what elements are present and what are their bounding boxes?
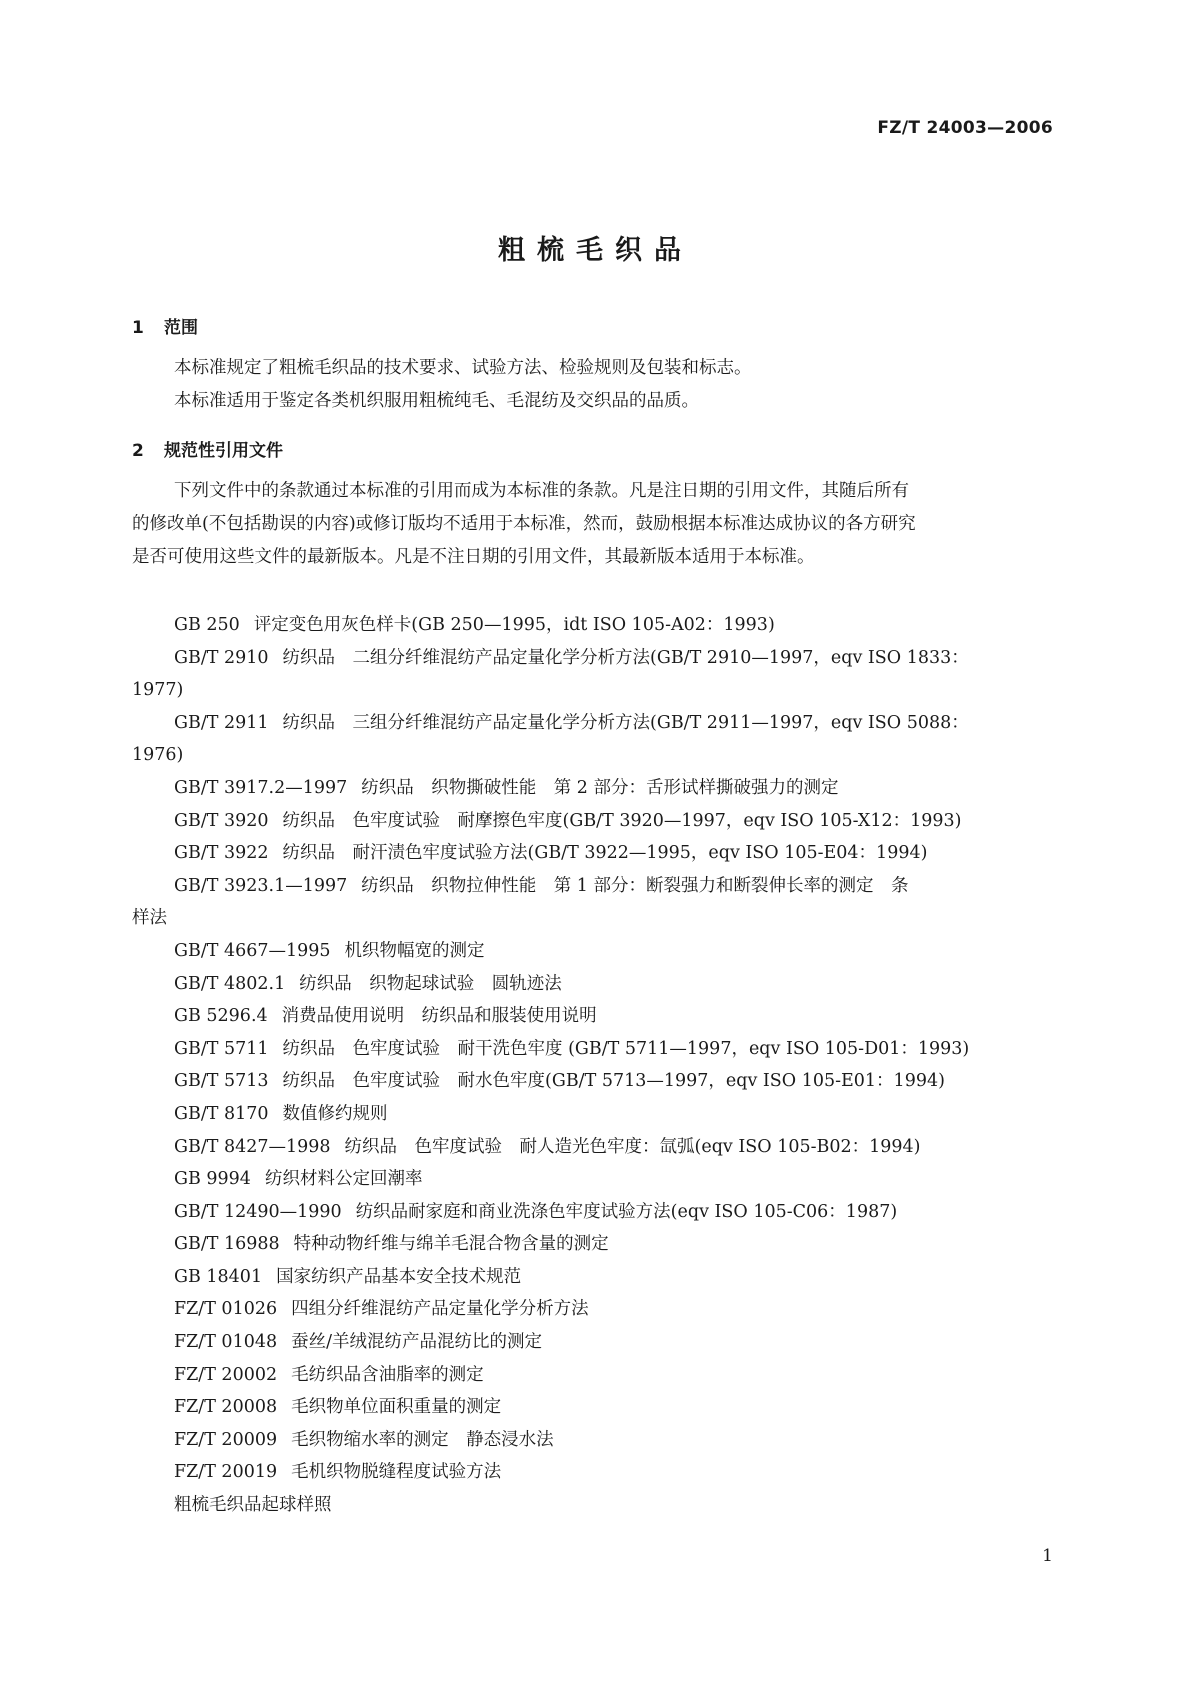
reference-code: GB/T 4667—1995 <box>174 940 331 961</box>
reference-code: FZ/T 20002 <box>174 1364 278 1385</box>
reference-title: 纺织材料公定回潮率 <box>264 1169 423 1190</box>
reference-item <box>132 1326 1054 1359</box>
section-1-body <box>132 352 1054 418</box>
reference-code: GB/T 12490—1990 <box>174 1201 342 1222</box>
reference-item <box>132 935 1054 968</box>
reference-title: 粗梳毛织品起球样照 <box>174 1495 332 1516</box>
reference-code: GB/T 2911 <box>174 712 269 733</box>
reference-title: 纺织品 色牢度试验 耐水色牢度(GB/T 5713—1997，eqv ISO 105-E01：1994) <box>282 1071 945 1092</box>
reference-item <box>132 1000 1054 1033</box>
reference-item <box>132 1489 1054 1522</box>
reference-title: 纺织品 织物起球试验 圆轨迹法 <box>299 973 562 994</box>
reference-code: FZ/T 20008 <box>174 1397 278 1418</box>
reference-code: GB/T 5711 <box>174 1038 269 1059</box>
reference-code: FZ/T 01026 <box>174 1299 278 1320</box>
standard-code: FZ/T 24003—2006 <box>877 118 1053 138</box>
reference-continuation: 1977) <box>132 680 184 701</box>
intro-line: 的修改单(不包括勘误的内容)或修订版均不适用于本标准，然而，鼓励根据本标准达成协议的各方研究 <box>132 514 916 534</box>
intro-line: 下列文件中的条款通过本标准的引用而成为本标准的条款。凡是注日期的引用文件，其随后所有 <box>174 481 909 501</box>
reference-title: 机织物幅宽的测定 <box>344 940 485 961</box>
reference-item <box>132 772 1054 805</box>
reference-item <box>132 1131 1054 1164</box>
reference-item <box>132 1228 1054 1261</box>
reference-code: GB/T 16988 <box>174 1234 280 1255</box>
reference-code: GB/T 3917.2—1997 <box>174 777 348 798</box>
reference-title: 纺织品 织物撕破性能 第 2 部分：舌形试样撕破强力的测定 <box>361 777 839 798</box>
section-1-paragraph: 本标准适用于鉴定各类机织服用粗梳纯毛、毛混纺及交织品的品质。 <box>174 391 699 411</box>
reference-title: 数值修约规则 <box>282 1103 388 1124</box>
reference-code: GB/T 5713 <box>174 1071 269 1092</box>
reference-item <box>132 1456 1054 1489</box>
reference-title: 国家纺织产品基本安全技术规范 <box>276 1266 522 1287</box>
reference-title: 纺织品 织物拉伸性能 第 1 部分：断裂强力和断裂伸长率的测定 条 <box>361 875 909 896</box>
reference-list <box>132 609 1054 1522</box>
reference-item <box>132 1261 1054 1294</box>
reference-title: 四组分纤维混纺产品定量化学分析方法 <box>291 1299 589 1320</box>
reference-title: 纺织品 耐汗渍色牢度试验方法(GB/T 3922—1995，eqv ISO 105-E04：1994) <box>282 843 928 864</box>
reference-title: 纺织品 二组分纤维混纺产品定量化学分析方法(GB/T 2910—1997，eqv ISO 1833： <box>282 647 969 668</box>
section-2-intro <box>132 475 1054 574</box>
reference-item <box>132 968 1054 1001</box>
reference-title: 蚕丝/羊绒混纺产品混纺比的测定 <box>291 1332 543 1353</box>
reference-title: 纺织品耐家庭和商业洗涤色牢度试验方法(eqv ISO 105-C06：1987) <box>355 1201 898 1222</box>
reference-continuation: 样法 <box>132 908 167 929</box>
reference-title: 纺织品 色牢度试验 耐干洗色牢度 (GB/T 5711—1997，eqv ISO 105-D01：1993) <box>282 1038 970 1059</box>
reference-item <box>132 1196 1054 1229</box>
reference-code: GB/T 3922 <box>174 843 269 864</box>
section-2-heading <box>132 436 283 461</box>
reference-title: 毛机织物脱缝程度试验方法 <box>291 1462 502 1483</box>
section-2-number: 2 <box>132 441 144 461</box>
reference-code: GB 9994 <box>174 1169 251 1190</box>
reference-code: GB/T 3923.1—1997 <box>174 875 348 896</box>
reference-item <box>132 609 1054 642</box>
page-number: 1 <box>1042 1546 1053 1566</box>
reference-title: 毛织物缩水率的测定 静态浸水法 <box>291 1429 554 1450</box>
reference-item <box>132 1033 1054 1066</box>
document-title: 粗梳毛织品 <box>498 235 693 266</box>
reference-title: 纺织品 色牢度试验 耐人造光色牢度：氙弧(eqv ISO 105-B02：1994) <box>344 1136 921 1157</box>
reference-title: 纺织品 三组分纤维混纺产品定量化学分析方法(GB/T 2911—1997，eqv ISO 5088： <box>282 712 969 733</box>
reference-title: 评定变色用灰色样卡(GB 250—1995，idt ISO 105-A02：1993) <box>253 615 775 635</box>
reference-item <box>132 1391 1054 1424</box>
reference-code: FZ/T 20009 <box>174 1429 278 1450</box>
section-1-heading <box>132 313 198 338</box>
reference-item <box>132 1065 1054 1098</box>
reference-code: GB/T 4802.1 <box>174 973 286 994</box>
reference-title: 纺织品 色牢度试验 耐摩擦色牢度(GB/T 3920—1997，eqv ISO 105-X12：1993) <box>282 810 962 831</box>
reference-item <box>132 1163 1054 1196</box>
reference-code: GB/T 8427—1998 <box>174 1136 331 1157</box>
section-1-paragraph: 本标准规定了粗梳毛织品的技术要求、试验方法、检验规则及包装和标志。 <box>174 358 752 378</box>
reference-code: FZ/T 01048 <box>174 1332 278 1353</box>
reference-code: GB/T 8170 <box>174 1103 269 1124</box>
reference-title: 毛纺织品含油脂率的测定 <box>291 1364 484 1385</box>
reference-item <box>132 1359 1054 1392</box>
reference-code: FZ/T 20019 <box>174 1462 278 1483</box>
reference-item <box>132 805 1054 838</box>
reference-continuation: 1976) <box>132 745 184 766</box>
reference-code: GB/T 2910 <box>174 647 269 668</box>
reference-item <box>132 1424 1054 1457</box>
reference-item <box>132 870 1054 903</box>
reference-title: 毛织物单位面积重量的测定 <box>291 1397 502 1418</box>
intro-line: 是否可使用这些文件的最新版本。凡是不注日期的引用文件，其最新版本适用于本标准。 <box>132 547 815 567</box>
section-2-title: 规范性引用文件 <box>164 441 283 461</box>
reference-item <box>132 1098 1054 1131</box>
reference-code: GB 18401 <box>174 1266 263 1287</box>
section-1-number: 1 <box>132 318 144 338</box>
reference-title: 特种动物纤维与绵羊毛混合物含量的测定 <box>293 1234 609 1255</box>
reference-item <box>132 642 1054 675</box>
reference-item <box>132 707 1054 740</box>
reference-code: GB 5296.4 <box>174 1006 268 1027</box>
reference-item <box>132 837 1054 870</box>
reference-item <box>132 1293 1054 1326</box>
section-1-title: 范围 <box>164 318 198 338</box>
reference-title: 消费品使用说明 纺织品和服装使用说明 <box>281 1006 597 1027</box>
reference-code: GB 250 <box>174 615 240 635</box>
reference-code: GB/T 3920 <box>174 810 269 831</box>
